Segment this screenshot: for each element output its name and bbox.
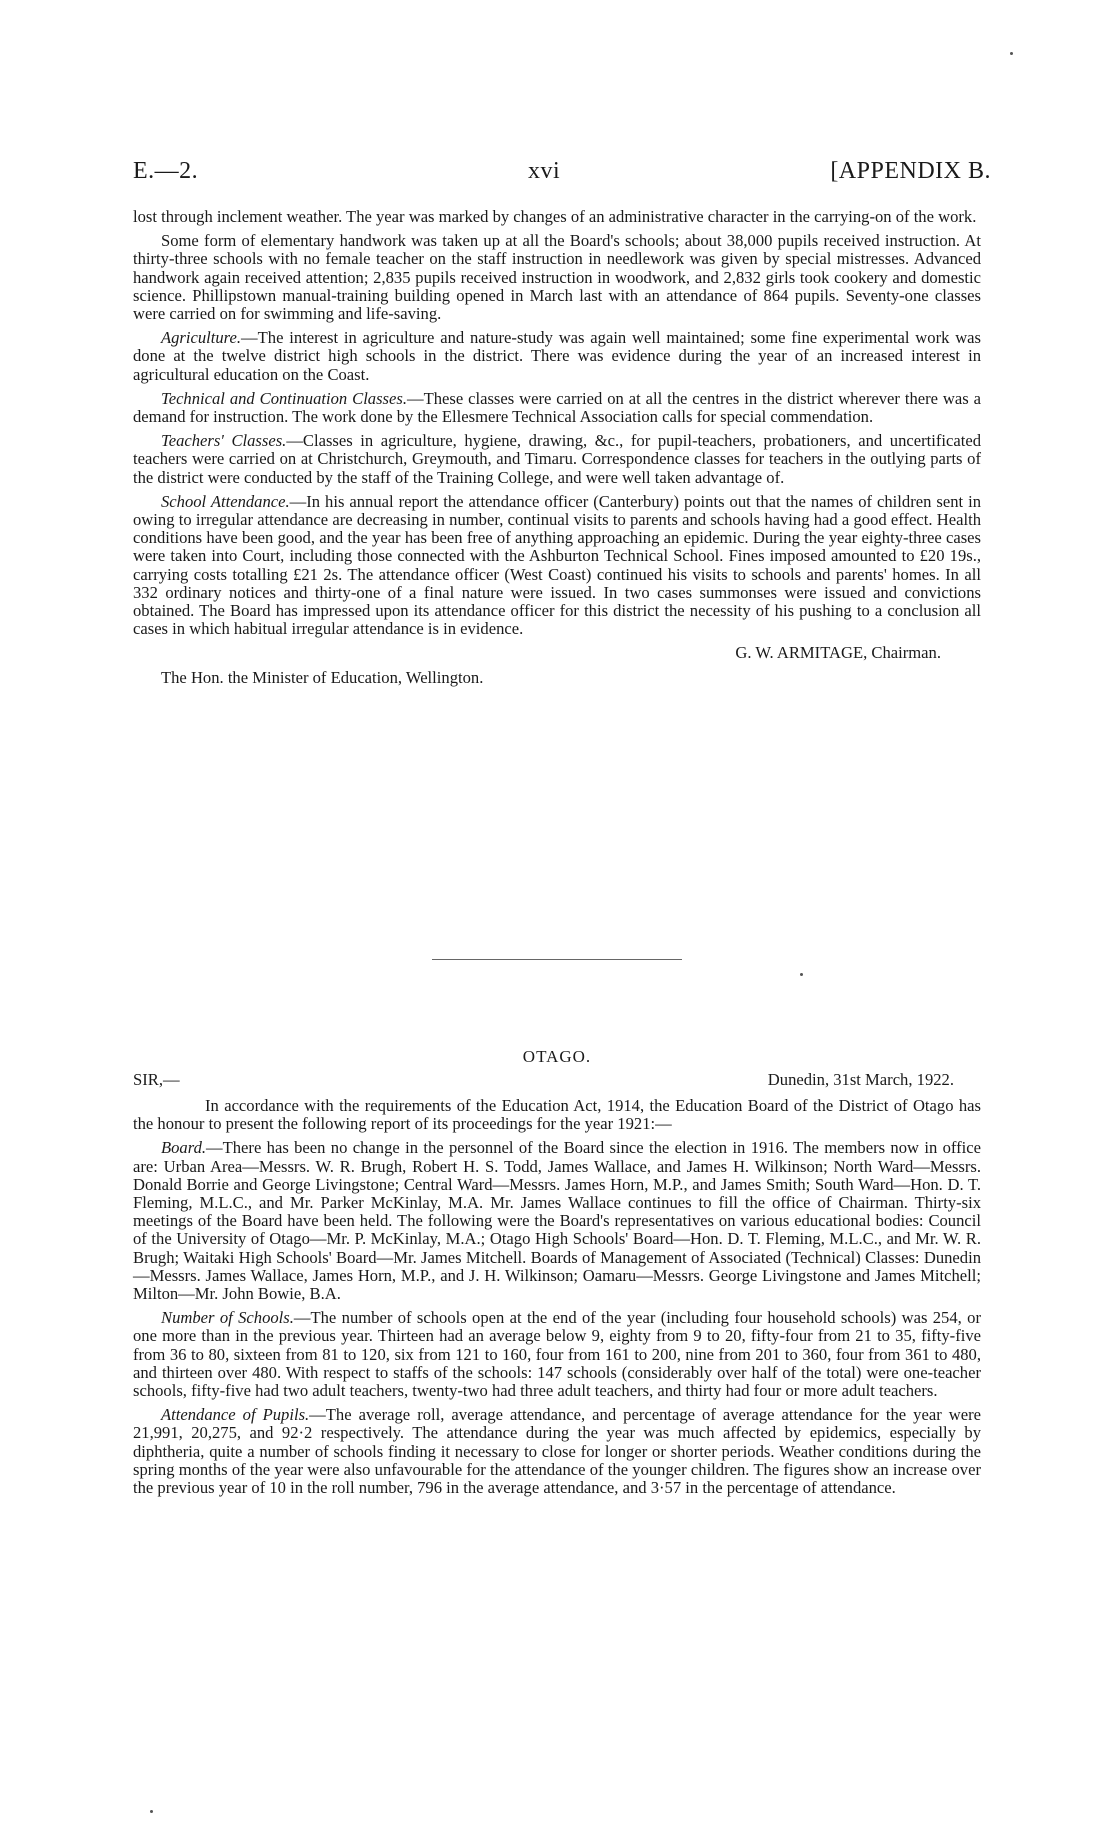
paragraph-heading: Number of Schools.	[161, 1308, 294, 1328]
page-header-appendix: [APPENDIX B.	[830, 158, 991, 184]
paragraph-school-attendance	[133, 493, 981, 639]
section-title: OTAGO.	[522, 1047, 592, 1066]
paragraph: lost through inclement weather. The year was marked by changes of an administrative character in the carrying-on of the work.	[133, 207, 977, 226]
paragraph-body: —The average roll, average attendance, and percentage of average attendance for the year were 21,991, 20,275, and 92·2 respectively. The attendance during the year was much affected by epidemics, especially by diphtheria, quite a number of schools finding it necessary to close for longer or shorter periods. Weather conditions during the spring months of the year were also unfavourable for the attendance of the younger children. The figures show an increase over the previous year of 10 in the roll number, 796 in the average attendance, and 3·57 in the percentage of attendance.	[133, 1405, 981, 1498]
paragraph-board	[133, 1139, 981, 1303]
signature: G. W. ARMITAGE, Chairman.	[735, 643, 941, 663]
paragraph-heading: Teachers' Classes.	[161, 431, 287, 451]
paragraph-body: —In his annual report the attendance officer (Canterbury) points out that the names of children sent in owing to irregular attendance are decreasing in number, continual visits to parents and schools having had a good effect. Health conditions have been good, and the year has been free of anything approaching an epidemic. During the year eighty-three cases were taken into Court, including those connected with the Ashburton Technical School. Fines imposed amounted to £20 19s., carrying costs totalling £21 2s. The attendance officer (West Coast) continued his visits to schools and parents' homes. In all 332 ordinary notices and thirty-one of a final nature were issued. In two cases summonses were issued and convictions obtained. The Board has impressed upon its attendance officer for this district the necessity of his pushing to a conclusion all cases in which habitual irregular attendance is in evidence.	[133, 491, 981, 639]
paragraph-technical-classes	[133, 390, 981, 426]
paragraph-heading: Attendance of Pupils.	[161, 1405, 310, 1425]
paragraph-teachers-classes	[133, 432, 981, 487]
otago-report	[133, 1097, 981, 1503]
paragraph-body: —Classes in agriculture, hygiene, drawing, &c., for pupil-teachers, probationers, and uncertificated teachers were carried on at Christchurch, Greymouth, and Timaru. Correspondence classes for teachers in the outlying parts of the district were conducted by the staff of the Training College, and were well taken advantage of.	[133, 431, 981, 487]
paragraph-agriculture	[133, 329, 981, 384]
paragraph-body: —The number of schools open at the end of the year (including four household schools) was 254, or one more than in the previous year. Thirteen had an average below 9, eighty from 9 to 20, fifty-four from 21 to 35, fifty-five from 36 to 80, sixteen from 81 to 120, six from 121 to 160, four from 161 to 200, nine from 201 to 360, four from 361 to 480, and thirteen over 480. With respect to staffs of the schools: 147 schools (considerably over half of the total) were one-teacher schools, fifty-five had two adult teachers, twenty-two had three adult teachers, and thirty had four or more adult teachers.	[133, 1308, 981, 1401]
paragraph-heading: Technical and Continuation Classes.	[161, 388, 407, 408]
paragraph-handwork: Some form of elementary handwork was taken up at all the Board's schools; about 38,000 pupils received instruction. At thirty-three schools with no female teacher on the staff instruction in needlework was given by special mistresses. Advanced handwork again received attention; 2,835 pupils received instruction in woodwork, and 2,832 girls took cookery and domestic science. Phillipstown manual-training building opened in March last with an attendance of 864 pupils. Seventy-one classes were carried on for swimming and life-saving.	[133, 231, 981, 324]
letter-date: Dunedin, 31st March, 1922.	[767, 1070, 954, 1089]
page-header-reference: E.—2.	[133, 158, 199, 184]
canterbury-report-continuation	[133, 208, 981, 693]
paragraph-number-of-schools	[133, 1309, 981, 1400]
addressee: The Hon. the Minister of Education, Wellington.	[161, 667, 484, 687]
section-divider	[432, 959, 682, 960]
paragraph-heading: Board.	[161, 1138, 207, 1158]
ink-speck	[1010, 52, 1013, 55]
paragraph-body: —These classes were carried on at all the centres in the district wherever there was a demand for instruction. The work done by the Ellesmere Technical Association calls for special commendation.	[133, 388, 981, 427]
ink-speck	[150, 1810, 153, 1813]
paragraph-body: —The interest in agriculture and nature-study was again well maintained; some fine experimental work was done at the twelve district high schools in the district. There was evidence during the year of an increased interest in agricultural education on the Coast.	[133, 328, 981, 384]
intro-paragraph: In accordance with the requirements of the Education Act, 1914, the Education Board of the District of Otago has the honour to present the following report of its proceedings for the year 1921:—	[133, 1096, 981, 1134]
paragraph-heading: Agriculture.	[161, 328, 242, 348]
ink-speck	[800, 973, 803, 976]
paragraph-attendance-of-pupils	[133, 1406, 981, 1497]
paragraph-body: —There has been no change in the personnel of the Board since the election in 1916. The members now in office are: Urban Area—Messrs. W. R. Brugh, Robert H. S. Todd, James Wallace, and James H. Wilkinson; North Ward—Messrs. Donald Borrie and George Livingstone; Central Ward—Messrs. James Horn, M.P., and James Smith; South Ward—Hon. D. T. Fleming, M.L.C., and Mr. Parker McKinlay, M.A. Mr. James Wallace continues to fill the office of Chairman. Thirty-six meetings of the Board have been held. The following were the Board's representatives on various educational bodies: Council of the University of Otago—Mr. P. McKinlay, M.A.; Otago High Schools' Board—Hon. D. T. Fleming, M.L.C., and Mr. W. R. Brugh; Waitaki High Schools' Board—Mr. James Mitchell. Boards of Management of Associated (Technical) Classes: Dunedin—Messrs. James Wallace, James Horn, M.P., and J. H. Wilkinson; Oamaru—Messrs. George Livingstone and James Mitchell; Milton—Mr. John Bowie, B.A.	[133, 1138, 981, 1304]
page-number: xvi	[528, 158, 561, 184]
salutation: SIR,—	[133, 1070, 180, 1089]
paragraph-heading: School Attendance.	[161, 491, 290, 511]
